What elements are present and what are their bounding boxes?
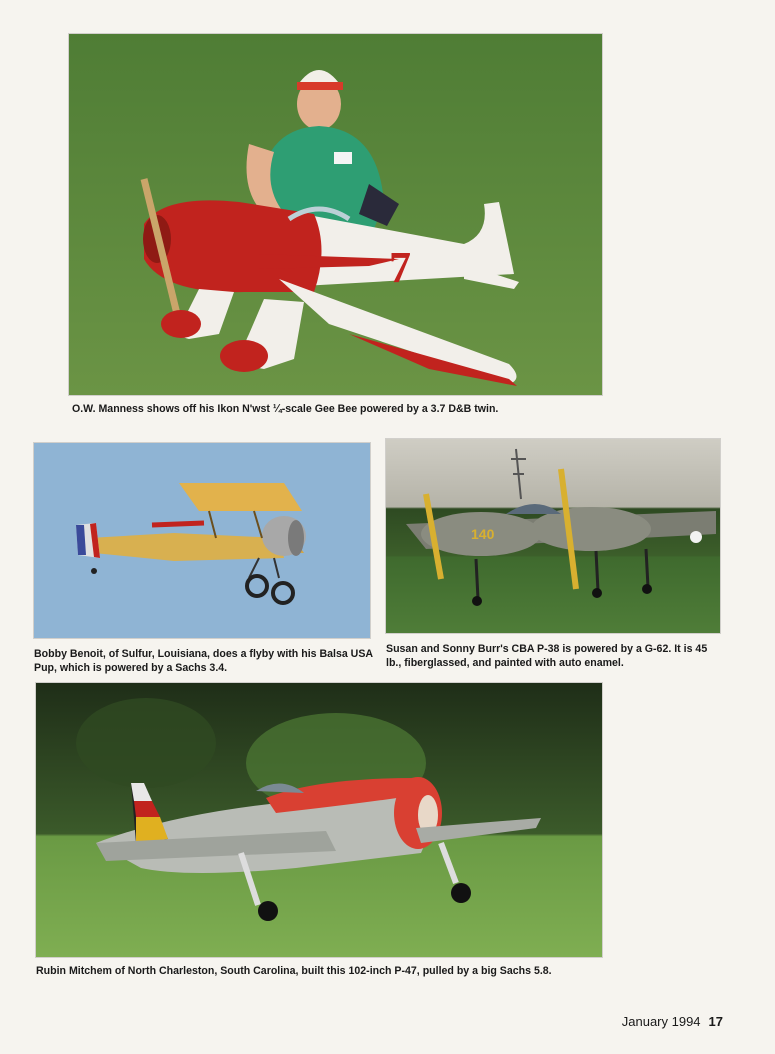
p38-illustration	[386, 439, 720, 633]
photo-p47	[36, 683, 602, 957]
p47-illustration	[36, 683, 602, 957]
biplane-illustration	[34, 443, 370, 638]
svg-text:140: 140	[471, 526, 495, 542]
caption-photo-1: O.W. Manness shows off his Ikon N'wst ¼-scale Gee Bee powered by a 3.7 D&B twin.	[72, 403, 499, 415]
page-number: 17	[708, 1014, 723, 1029]
issue-date: January 1994	[621, 1014, 701, 1029]
gee-bee-illustration	[69, 34, 602, 395]
photo-balsa-pup	[34, 443, 370, 638]
caption-photo-2: Bobby Benoit, of Sulfur, Louisiana, does a flyby with his Balsa USA Pup, which is powered by a Sachs 3.4.	[34, 648, 373, 674]
photo-gee-bee	[69, 34, 602, 395]
page-footer	[622, 1014, 723, 1029]
caption-photo-4: Rubin Mitchem of North Charleston, South Carolina, built this 102-inch P-47, pulled by a big Sachs 5.8.	[36, 965, 552, 977]
svg-text:7: 7	[389, 243, 411, 292]
photo-p38	[386, 439, 720, 633]
caption-photo-3: Susan and Sonny Burr's CBA P-38 is powered by a G-62. It is 45 lb., fiberglassed, and painted with auto enamel.	[386, 643, 708, 669]
